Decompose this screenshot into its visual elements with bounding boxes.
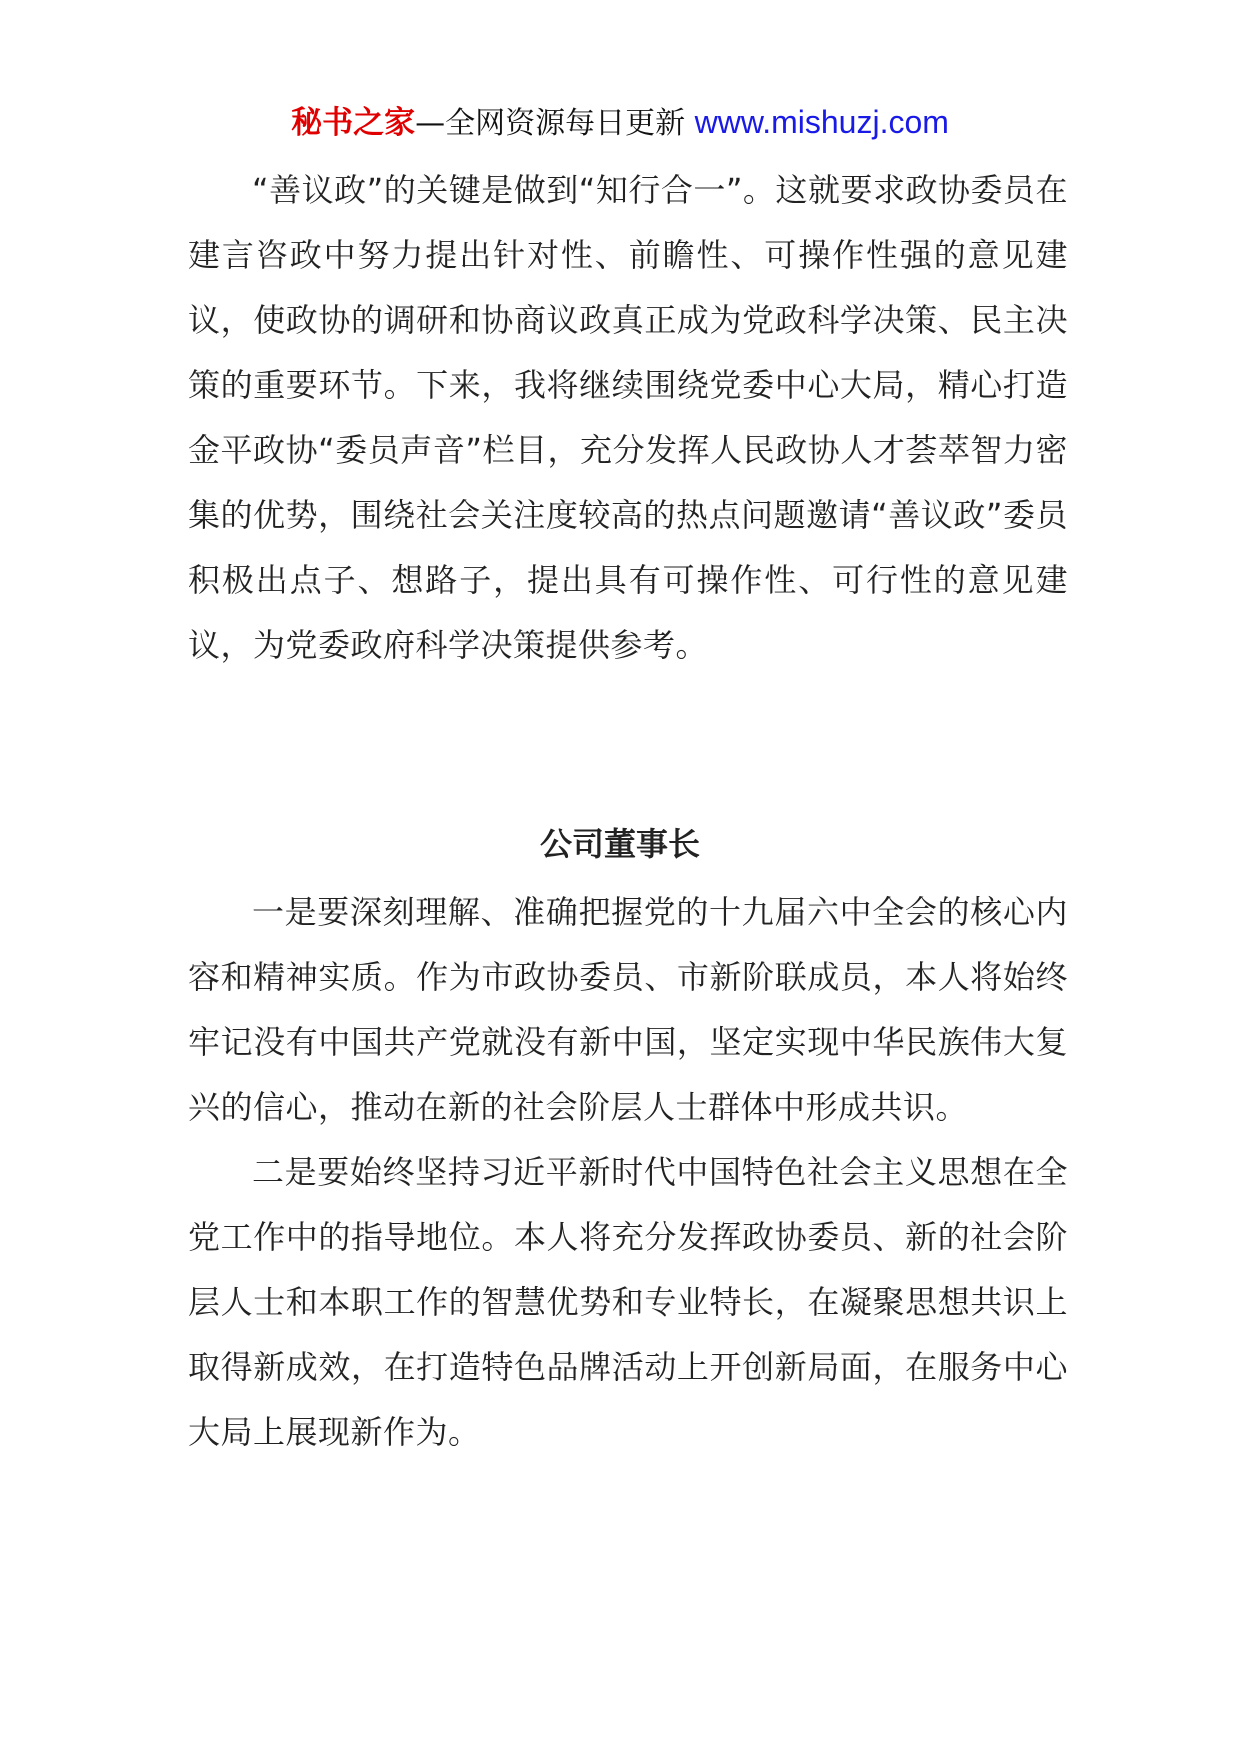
site-url-link[interactable]: www.mishuzj.com	[694, 104, 949, 140]
brand-name: 秘书之家	[291, 105, 416, 141]
header-slogan: —全网资源每日更新	[415, 106, 686, 141]
section-one	[188, 158, 1068, 678]
section-title: 公司董事长	[539, 825, 700, 863]
paragraph: “善议政”的关键是做到“知行合一”。这就要求政协委员在建言咨政中努力提出针对性、前瞻性、可操作性强的意见建议，使政协的调研和协商议政真正成为党政科学决策、民主决策的重要环节。下来，我将继续围绕党委中心大局，精心打造金平政协“委员声音”栏目，充分发挥人民政协人才荟萃智力密集的优势，围绕社会关注度较高的热点问题邀请“善议政”委员积极出点子、想路子，提出具有可操作性、可行性的意见建议，为党委政府科学决策提供参考。	[188, 171, 1068, 664]
paragraph: 二是要始终坚持习近平新时代中国特色社会主义思想在全党工作中的指导地位。本人将充分发挥政协委员、新的社会阶层人士和本职工作的智慧优势和专业特长，在凝聚思想共识上取得新成效，在打造特色品牌活动上开创新局面，在服务中心大局上展现新作为。	[188, 1153, 1068, 1451]
section-two	[188, 880, 1068, 1465]
paragraph: 一是要深刻理解、准确把握党的十九届六中全会的核心内容和精神实质。作为市政协委员、市新阶联成员，本人将始终牢记没有中国共产党就没有新中国，坚定实现中华民族伟大复兴的信心，推动在新的社会阶层人士群体中形成共识。	[188, 893, 1068, 1126]
page-header	[0, 100, 1240, 146]
